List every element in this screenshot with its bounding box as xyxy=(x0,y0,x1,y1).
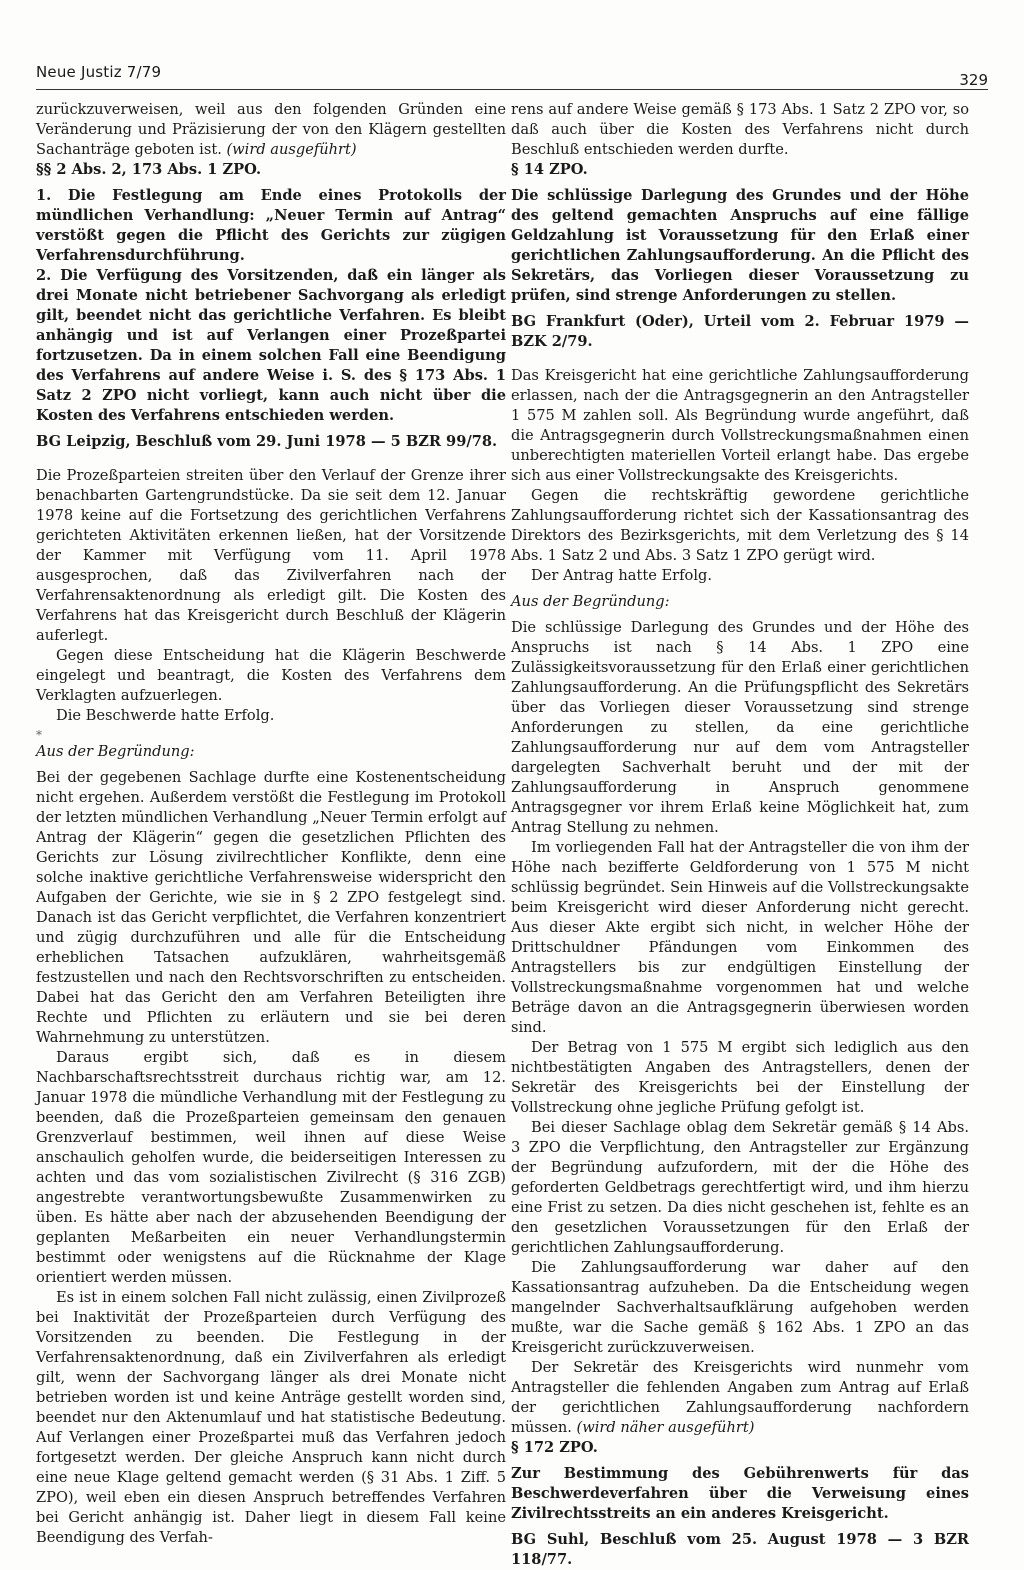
court-citation: BG Suhl, Beschluß vom 25. August 1978 — 3 BZR 118/77. xyxy=(511,1531,969,1568)
paragraph: Es ist in einem solchen Fall nicht zulässig, einen Zivilprozeß bei Inaktivität der Prozeßparteien durch Verfügung des Vorsitzenden zu beenden. Die Festlegung in der Verfahrensaktenordnung, daß ein Zivilverfahren als erledigt gilt, wenn der Sachvorgang länger als drei Monate nicht betrieben worden ist und keine Anträge gestellt worden sind, beendet nur den Aktenumlauf und hat statistische Bedeutung. Auf Verlangen einer Prozeßpartei muß das Verfahren jedoch fortgesetzt werden. Der gleiche Anspruch kann nicht durch eine neue Klage geltend gemacht werden (§ 31 Abs. 1 Ziff. 5 ZPO), weil eben ein diesen Anspruch betreffendes Verfahren bei Gericht anhängig ist. Daher liegt in diesem Fall keine Beendigung des Verfah- xyxy=(36,1289,506,1546)
paragraph-text: zurückzuverweisen, weil aus den folgenden Gründen eine Veränderung und Präzisierung der von den Klägern gestellten Sachanträge geboten ist. xyxy=(36,101,506,158)
section-heading: § 14 ZPO. xyxy=(511,161,588,178)
paragraph: Die Zahlungsaufforderung war daher auf den Kassationsantrag aufzuheben. Da die Entscheidung wegen mangelnder Sachverhaltsaufklärung aufgehoben werden mußte, war die Sache gemäß § 162 Abs. 1 ZPO an das Kreisgericht zurückzuverweisen. xyxy=(511,1259,969,1356)
paragraph: rens auf andere Weise gemäß § 173 Abs. 1 Satz 2 ZPO vor, so daß auch über die Kosten des Verfahrens nicht durch Beschluß entschieden werden durfte. xyxy=(511,101,969,158)
page-number: 329 xyxy=(959,71,988,89)
paragraph: Im vorliegenden Fall hat der Antragsteller die von ihm der Höhe nach bezifferte Geldforderung von 1 575 M nicht schlüssig begründet. Sein Hinweis auf die Vollstreckungsakte beim Kreisgericht wird dieser Anforderung nicht gerecht. Aus dieser Akte ergibt sich nicht, in welcher Höhe der Drittschuldner Pfändungen vom Einkommen des Antragstellers bis zur endgültigen Einstellung der Vollstreckungsmaßnahme vorgenommen hat und welche Beträge davon an die Antragsgegnerin überwiesen worden sind. xyxy=(511,839,969,1036)
court-citation: BG Frankfurt (Oder), Urteil vom 2. Februar 1979 — BZK 2/79. xyxy=(511,313,969,350)
paragraph: Gegen diese Entscheidung hat die Klägerin Beschwerde eingelegt und beantragt, die Kosten des Verfahrens dem Verklagten aufzuerlegen. xyxy=(36,647,506,704)
journal-title: Neue Justiz 7/79 xyxy=(36,63,162,81)
section-heading: §§ 2 Abs. 2, 173 Abs. 1 ZPO. xyxy=(36,161,262,178)
section-heading: § 172 ZPO. xyxy=(511,1439,598,1456)
paragraph: Die Beschwerde hatte Erfolg. xyxy=(56,707,275,724)
paragraph: Die Prozeßparteien streiten über den Verlauf der Grenze ihrer benachbarten Gartengrundstücke. Da sie seit dem 12. Januar 1978 keine auf die Fortsetzung des gerichtlichen Verfahrens gerichteten Aktivitäten erkennen ließen, hat der Vorsitzende der Kammer mit Verfügung vom 11. April 1978 ausgesprochen, daß das Zivilverfahren nach der Verfahrensaktenordnung als erledigt gilt. Die Kosten des Verfahrens hat das Kreisgericht durch Beschluß der Klägerin auferlegt. xyxy=(36,467,506,644)
headnote: 2. Die Verfügung des Vorsitzenden, daß ein länger als drei Monate nicht betriebener Sachvorgang als erledigt gilt, beendet nicht das gerichtliche Verfahren. Es bleibt anhängig und ist auf Verlangen einer Prozeßpartei fortzusetzen. Da in einem solchen Fall eine Beendigung des Verfahrens auf andere Weise i. S. des § 173 Abs. 1 Satz 2 ZPO nicht vorliegt, kann auch nicht über die Kosten des Verfahrens entschieden werden. xyxy=(36,267,506,424)
paragraph: Die schlüssige Darlegung des Grundes und der Höhe des Anspruchs ist nach § 14 Abs. 1 ZPO eine Zulässigkeitsvoraussetzung für den Erlaß einer gerichtlichen Zahlungsaufforderung. An die Prüfungspflicht des Sekretärs über das Vorliegen dieser Voraussetzung sind strenge Anforderungen zu stellen, da eine gerichtliche Zahlungsaufforderung nur auf dem vom Antragsteller dargelegten Sachverhalt beruht und der mit der Zahlungsaufforderung in Anspruch genommene Antragsgegner vor ihrem Erlaß keine Möglichkeit hat, zum Antrag Stellung zu nehmen. xyxy=(511,619,969,836)
paragraph: Gegen die rechtskräftig gewordene gerichtliche Zahlungsaufforderung richtet sich der Kassationsantrag des Direktors des Bezirksgerichts, mit dem Verletzung des § 14 Abs. 1 Satz 2 und Abs. 3 Satz 1 ZPO gerügt wird. xyxy=(511,487,969,564)
headnote: 1. Die Festlegung am Ende eines Protokolls der mündlichen Verhandlung: „Neuer Termin auf Antrag“ verstößt gegen die Pflicht des Gerichts zur zügigen Verfahrensdurchführung. xyxy=(36,187,506,264)
paragraph: Bei dieser Sachlage oblag dem Sekretär gemäß § 14 Abs. 3 ZPO die Verpflichtung, den Antragsteller zur Ergänzung der Begründung aufzufordern, mit der die Höhe des geforderten Geldbetrags gerechtfertigt wird, und ihm hierzu eine Frist zu setzen. Da dies nicht geschehen ist, fehlte es an den gesetzlichen Voraussetzungen für den Erlaß der gerichtlichen Zahlungsaufforderung. xyxy=(511,1119,969,1256)
editorial-note: (wird näher ausgeführt) xyxy=(576,1419,755,1436)
reasoning-heading: Aus der Begründung: xyxy=(36,743,195,760)
court-citation: BG Leipzig, Beschluß vom 29. Juni 1978 — 5 BZR 99/78. xyxy=(36,433,498,450)
right-column xyxy=(511,100,969,1570)
paragraph: Bei der gegebenen Sachlage durfte eine Kostenentscheidung nicht ergehen. Außerdem verstößt die Festlegung im Protokoll der letzten mündlichen Verhandlung „Neuer Termin erfolgt auf Antrag der Klägerin“ gegen die gesetzlichen Pflichten des Gerichts zur Lösung zivilrechtlicher Konflikte, denn eine solche inaktive gerichtliche Verfahrensweise widerspricht den Aufgaben der Gerichte, wie sie in § 2 ZPO festgelegt sind. Danach ist das Gericht verpflichtet, die Verfahren konzentriert und zügig durchzuführen und alle für die Entscheidung erheblichen Tatsachen aufzuklären, wahrheitsgemäß festzustellen und nach den Rechtsvorschriften zu entscheiden. Dabei hat das Gericht den am Verfahren Beteiligten ihre Rechte und Pflichten zu erläutern und sie bei deren Wahrnehmung zu unterstützen. xyxy=(36,769,506,1046)
paragraph: Der Antrag hatte Erfolg. xyxy=(531,567,712,584)
headnote: Zur Bestimmung des Gebührenwerts für das Beschwerdeverfahren über die Verweisung eines Zivilrechtsstreits an ein anderes Kreisgericht. xyxy=(511,1465,969,1522)
margin-mark: * xyxy=(36,728,42,742)
left-column xyxy=(36,100,506,1548)
paragraph xyxy=(511,1358,969,1438)
paragraph xyxy=(36,100,506,160)
paragraph: Der Betrag von 1 575 M ergibt sich lediglich aus den nichtbestätigten Angaben des Antragstellers, denen der Sekretär des Kreisgerichts bei der Einstellung der Vollstreckung ohne jegliche Prüfung gefolgt ist. xyxy=(511,1039,969,1116)
editorial-note: (wird ausgeführt) xyxy=(226,141,357,158)
headnote: Die schlüssige Darlegung des Grundes und der Höhe des geltend gemachten Anspruchs auf eine fällige Geldzahlung ist Voraussetzung für den Erlaß einer gerichtlichen Zahlungsaufforderung. An die Pflicht des Sekretärs, das Vorliegen dieser Voraussetzung zu prüfen, sind strenge Anforderungen zu stellen. xyxy=(511,187,969,304)
paragraph-text: Der Sekretär des Kreisgerichts wird nunmehr vom Antragsteller die fehlenden Angaben zum Antrag auf Erlaß der gerichtlichen Zahlungsaufforderung nachfordern müssen. xyxy=(511,1359,969,1436)
page-header xyxy=(36,63,988,90)
paragraph: Daraus ergibt sich, daß es in diesem Nachbarschaftsrechtsstreit durchaus richtig war, am 12. Januar 1978 die mündliche Verhandlung mit der Festlegung zu beenden, daß die Prozeßparteien gemeinsam den genauen Grenzverlauf bestimmen, weil ihnen auf diese Weise anschaulich geholfen wurde, die beiderseitigen Interessen zu achten und das vom sozialistischen Zivilrecht (§ 316 ZGB) angestrebte verantwortungsbewußte Zusammenwirken zu üben. Es hätte aber nach der abzusehenden Beendigung der geplanten Meßarbeiten ein neuer Verhandlungstermin bestimmt oder wenigstens auf die Rücknahme der Klage orientiert werden müssen. xyxy=(36,1049,506,1286)
paragraph: Das Kreisgericht hat eine gerichtliche Zahlungsaufforderung erlassen, nach der die Antragsgegnerin an den Antragsteller 1 575 M zahlen soll. Als Begründung wurde angeführt, daß die Antragsgegnerin durch Vollstreckungsmaßnahmen einen unberechtigten materiellen Vorteil erlangt habe. Das ergebe sich aus einer Vollstreckungsakte des Kreisgerichts. xyxy=(511,367,969,484)
reasoning-heading: Aus der Begründung: xyxy=(511,593,670,610)
